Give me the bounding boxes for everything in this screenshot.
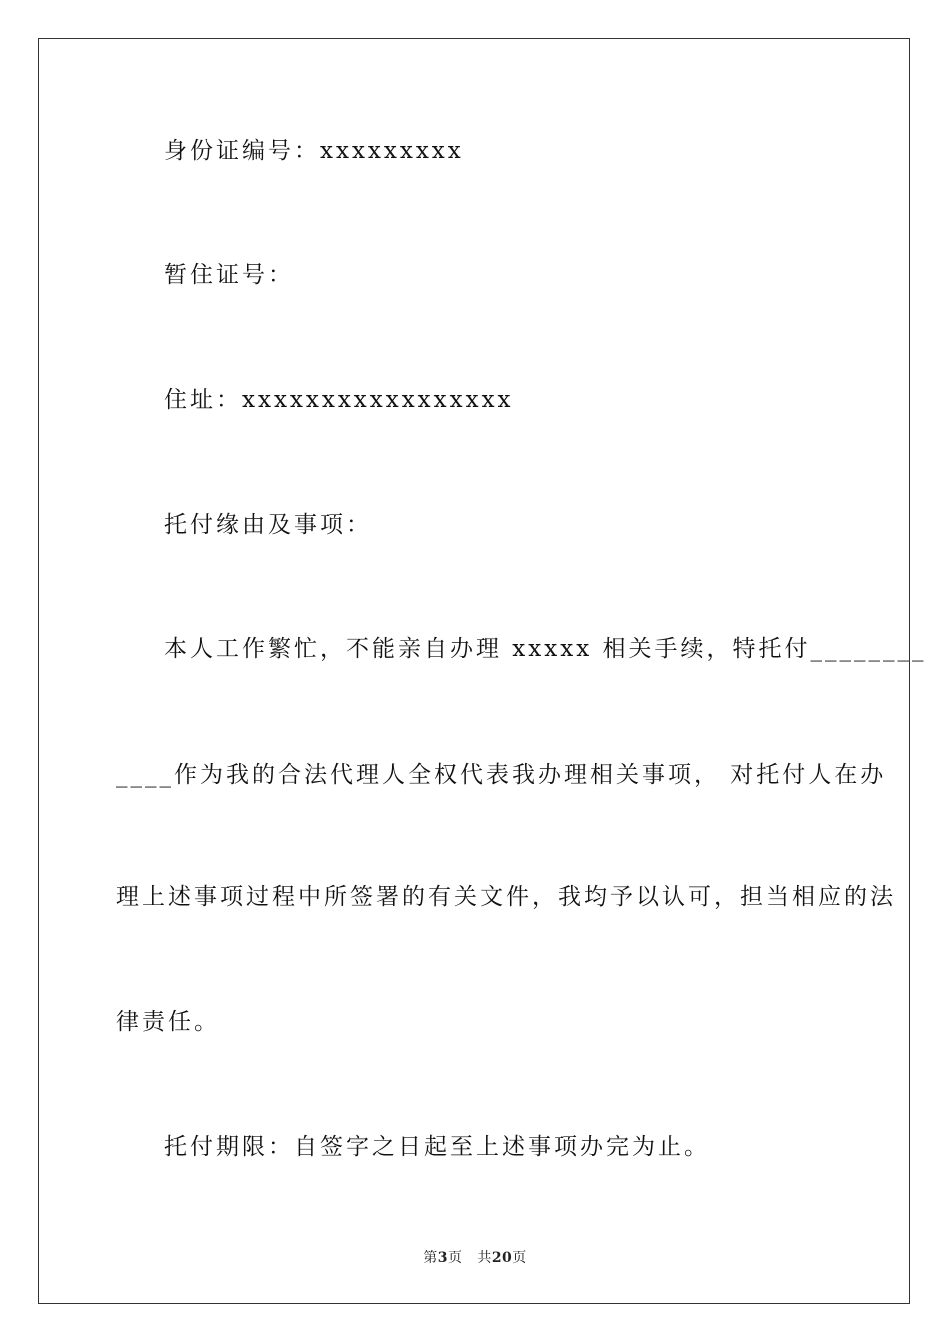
paragraph-line-4: 律责任。: [116, 1009, 220, 1035]
page-number: 3: [437, 1250, 448, 1266]
term-line: 托付期限：自签字之日起至上述事项办完为止。: [164, 1134, 710, 1160]
temp-residence-permit-line: 暂住证号：: [164, 262, 294, 288]
total-suffix: 页: [512, 1250, 527, 1266]
paragraph-line-1: 本人工作繁忙，不能亲自办理 xxxxx 相关手续，特托付________: [164, 636, 927, 662]
total-prefix: 共: [477, 1250, 492, 1266]
id-number-line: 身份证编号：xxxxxxxxx: [164, 138, 464, 164]
total-pages: 20: [491, 1250, 513, 1266]
page-frame: [38, 38, 927, 1304]
paragraph-line-2: ____作为我的合法代理人全权代表我办理相关事项， 对托付人在办: [116, 762, 887, 788]
page-suffix: 页: [447, 1250, 463, 1266]
reason-heading: 托付缘由及事项：: [164, 512, 372, 538]
page-footer: [0, 1247, 950, 1267]
address-line: 住址：xxxxxxxxxxxxxxxxx: [164, 387, 514, 413]
page-prefix: 第: [423, 1250, 438, 1266]
paragraph-line-3: 理上述事项过程中所签署的有关文件，我均予以认可，担当相应的法: [116, 884, 896, 910]
